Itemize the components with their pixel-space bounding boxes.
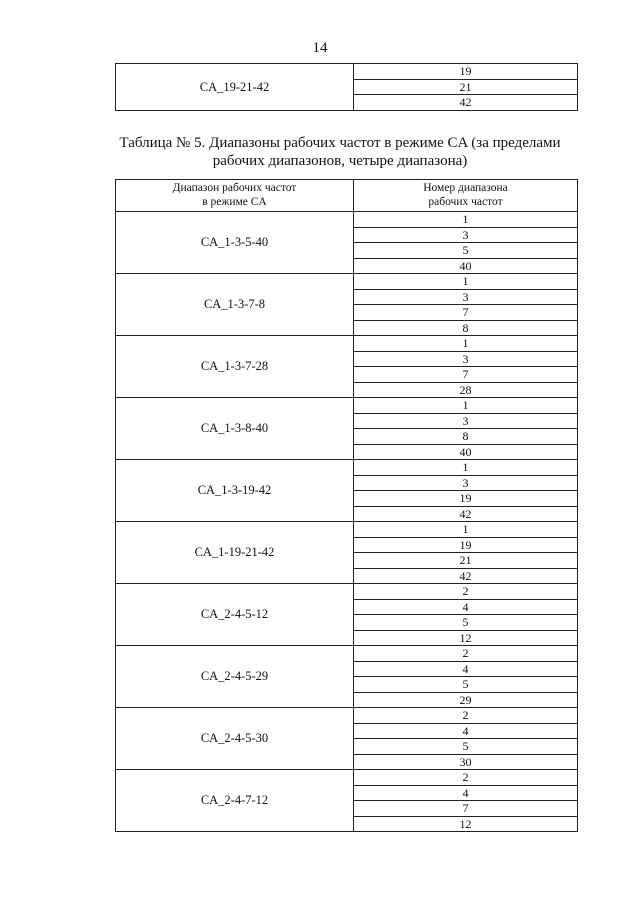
band-number-cell: 29 [354, 692, 578, 708]
table-row [116, 646, 578, 662]
table-row [116, 770, 578, 786]
header-combination-line-1: Диапазон рабочих частот [172, 181, 297, 194]
band-number-cell: 5 [354, 615, 578, 631]
band-number-cell: 12 [354, 816, 578, 832]
band-number-cell: 4 [354, 785, 578, 801]
band-number-cell: 40 [354, 258, 578, 274]
band-number-cell: 21 [354, 553, 578, 569]
band-number-cell: 42 [354, 95, 578, 111]
header-combination-line-2: в режиме CA [202, 195, 267, 208]
band-number-cell: 1 [354, 522, 578, 538]
band-number-cell: 7 [354, 305, 578, 321]
table-row [116, 274, 578, 290]
combination-cell: CA_2-4-5-12 [116, 584, 354, 646]
header-combination [116, 180, 354, 212]
band-number-cell: 7 [354, 367, 578, 383]
band-combination-table-body [116, 212, 578, 832]
combination-cell: CA_1-3-8-40 [116, 398, 354, 460]
band-number-cell: 7 [354, 801, 578, 817]
combination-cell: CA_1-3-19-42 [116, 460, 354, 522]
band-number-cell: 2 [354, 770, 578, 786]
band-number-cell: 42 [354, 568, 578, 584]
header-band-number-line-1: Номер диапазона [423, 181, 508, 194]
header-band-number [354, 180, 578, 212]
band-number-cell: 3 [354, 289, 578, 305]
band-number-cell: 4 [354, 661, 578, 677]
table-caption [100, 134, 580, 170]
band-number-cell: 19 [354, 64, 578, 80]
band-number-cell: 21 [354, 79, 578, 95]
band-number-cell: 1 [354, 398, 578, 414]
table-row [116, 64, 578, 80]
combination-cell: CA_2-4-5-30 [116, 708, 354, 770]
combination-cell: CA_2-4-5-29 [116, 646, 354, 708]
combination-cell: CA_1-19-21-42 [116, 522, 354, 584]
band-number-cell: 4 [354, 599, 578, 615]
band-number-cell: 2 [354, 646, 578, 662]
band-combination-table [115, 179, 578, 832]
band-number-cell: 5 [354, 739, 578, 755]
combination-cell: CA_1-3-7-8 [116, 274, 354, 336]
table-row [116, 212, 578, 228]
band-number-cell: 19 [354, 491, 578, 507]
header-row [116, 180, 578, 212]
combination-cell: CA_1-3-7-28 [116, 336, 354, 398]
table-row [116, 584, 578, 600]
band-number-cell: 5 [354, 677, 578, 693]
band-number-cell: 30 [354, 754, 578, 770]
band-number-cell: 8 [354, 320, 578, 336]
combination-cell: CA_19-21-42 [116, 64, 354, 111]
band-number-cell: 3 [354, 351, 578, 367]
band-number-cell: 1 [354, 336, 578, 352]
band-number-cell: 2 [354, 708, 578, 724]
band-number-cell: 28 [354, 382, 578, 398]
band-number-cell: 4 [354, 723, 578, 739]
band-number-cell: 42 [354, 506, 578, 522]
band-number-cell: 1 [354, 212, 578, 228]
continued-table [115, 63, 578, 111]
table-caption-line-2: рабочих диапазонов, четыре диапазона) [212, 153, 468, 169]
band-number-cell: 19 [354, 537, 578, 553]
table-row [116, 398, 578, 414]
header-band-number-line-2: рабочих частот [428, 195, 503, 208]
band-number-cell: 1 [354, 460, 578, 476]
table-row [116, 522, 578, 538]
band-number-cell: 40 [354, 444, 578, 460]
table-row [116, 708, 578, 724]
band-number-cell: 3 [354, 475, 578, 491]
combination-cell: CA_2-4-7-12 [116, 770, 354, 832]
band-number-cell: 2 [354, 584, 578, 600]
table-caption-line-1: Таблица № 5. Диапазоны рабочих частот в режиме CA (за пределами [119, 135, 561, 151]
combination-cell: CA_1-3-5-40 [116, 212, 354, 274]
band-number-cell: 5 [354, 243, 578, 259]
band-number-cell: 3 [354, 227, 578, 243]
table-row [116, 460, 578, 476]
page-number: 14 [312, 40, 328, 56]
band-number-cell: 8 [354, 429, 578, 445]
continued-table-body [116, 64, 578, 111]
band-number-cell: 1 [354, 274, 578, 290]
table-row [116, 336, 578, 352]
band-number-cell: 3 [354, 413, 578, 429]
band-number-cell: 12 [354, 630, 578, 646]
